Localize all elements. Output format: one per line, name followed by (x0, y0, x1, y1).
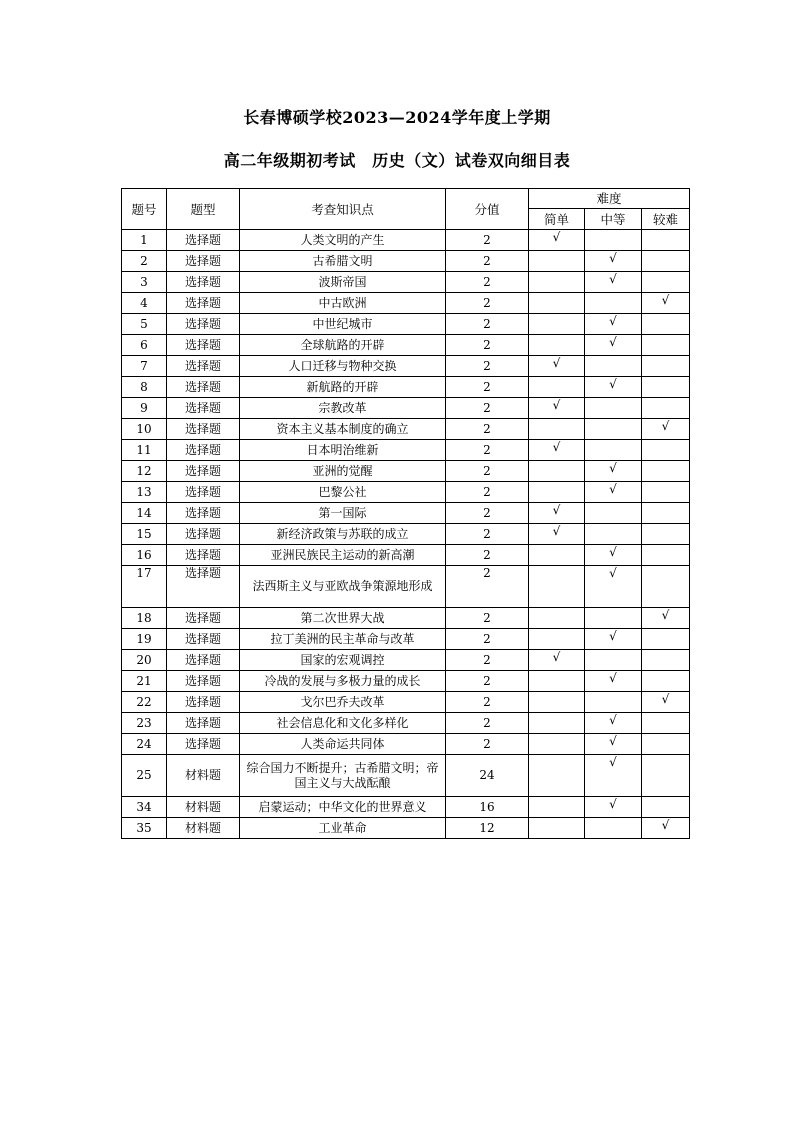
difficulty-easy-mark (529, 692, 585, 713)
header-easy: 简单 (529, 209, 585, 230)
knowledge-point: 人口迁移与物种交换 (240, 356, 446, 377)
question-number: 7 (122, 356, 167, 377)
difficulty-medium-mark (585, 440, 642, 461)
question-number: 9 (122, 398, 167, 419)
knowledge-point: 人类命运共同体 (240, 734, 446, 755)
difficulty-hard-mark (642, 335, 690, 356)
header-knowledge: 考查知识点 (240, 189, 446, 230)
question-number: 4 (122, 293, 167, 314)
difficulty-hard-mark (642, 629, 690, 650)
difficulty-medium-mark (585, 398, 642, 419)
question-number: 35 (122, 818, 167, 839)
difficulty-easy-mark (529, 734, 585, 755)
difficulty-easy-mark (529, 713, 585, 734)
table-row (122, 692, 690, 713)
question-number: 19 (122, 629, 167, 650)
difficulty-medium-mark: √ (585, 545, 642, 566)
question-type: 选择题 (167, 713, 240, 734)
knowledge-point: 亚洲民族民主运动的新高潮 (240, 545, 446, 566)
table-row (122, 503, 690, 524)
knowledge-point: 第一国际 (240, 503, 446, 524)
table-row (122, 566, 690, 608)
difficulty-easy-mark (529, 272, 585, 293)
difficulty-hard-mark (642, 566, 690, 608)
score-value: 2 (446, 398, 529, 419)
difficulty-hard-mark (642, 251, 690, 272)
question-type: 选择题 (167, 335, 240, 356)
question-type: 选择题 (167, 650, 240, 671)
question-number: 24 (122, 734, 167, 755)
knowledge-point: 古希腊文明 (240, 251, 446, 272)
difficulty-hard-mark (642, 272, 690, 293)
score-value: 2 (446, 734, 529, 755)
question-type: 选择题 (167, 608, 240, 629)
header-medium: 中等 (585, 209, 642, 230)
difficulty-medium-mark (585, 503, 642, 524)
difficulty-hard-mark (642, 734, 690, 755)
difficulty-easy-mark (529, 314, 585, 335)
knowledge-point: 启蒙运动；中华文化的世界意义 (240, 797, 446, 818)
difficulty-medium-mark (585, 608, 642, 629)
score-value: 2 (446, 440, 529, 461)
table-row (122, 335, 690, 356)
question-number: 16 (122, 545, 167, 566)
question-type: 选择题 (167, 692, 240, 713)
question-number: 11 (122, 440, 167, 461)
knowledge-point: 日本明治维新 (240, 440, 446, 461)
difficulty-medium-mark: √ (585, 797, 642, 818)
table-row (122, 734, 690, 755)
difficulty-easy-mark: √ (529, 524, 585, 545)
question-type: 选择题 (167, 566, 240, 608)
question-number: 17 (122, 566, 167, 608)
table-row (122, 251, 690, 272)
knowledge-point: 综合国力不断提升；古希腊文明；帝国主义与大战酝酿 (240, 755, 446, 797)
specification-table (121, 188, 690, 839)
difficulty-easy-mark (529, 608, 585, 629)
difficulty-medium-mark: √ (585, 335, 642, 356)
question-number: 34 (122, 797, 167, 818)
question-number: 2 (122, 251, 167, 272)
difficulty-easy-mark (529, 629, 585, 650)
difficulty-easy-mark (529, 482, 585, 503)
knowledge-point: 中古欧洲 (240, 293, 446, 314)
score-value: 2 (446, 650, 529, 671)
difficulty-easy-mark: √ (529, 398, 585, 419)
question-type: 选择题 (167, 629, 240, 650)
score-value: 12 (446, 818, 529, 839)
question-number: 6 (122, 335, 167, 356)
difficulty-medium-mark (585, 818, 642, 839)
difficulty-hard-mark (642, 713, 690, 734)
question-type: 选择题 (167, 356, 240, 377)
knowledge-point: 全球航路的开辟 (240, 335, 446, 356)
question-number: 23 (122, 713, 167, 734)
difficulty-medium-mark: √ (585, 713, 642, 734)
header-hard: 较难 (642, 209, 690, 230)
knowledge-point: 国家的宏观调控 (240, 650, 446, 671)
score-value: 2 (446, 377, 529, 398)
difficulty-hard-mark: √ (642, 818, 690, 839)
table-row (122, 713, 690, 734)
score-value: 2 (446, 629, 529, 650)
difficulty-medium-mark (585, 230, 642, 251)
header-type: 题型 (167, 189, 240, 230)
difficulty-hard-mark (642, 797, 690, 818)
question-type: 选择题 (167, 314, 240, 335)
difficulty-easy-mark: √ (529, 650, 585, 671)
knowledge-point: 社会信息化和文化多样化 (240, 713, 446, 734)
difficulty-hard-mark (642, 755, 690, 797)
score-value: 2 (446, 608, 529, 629)
table-row (122, 671, 690, 692)
question-type: 选择题 (167, 293, 240, 314)
difficulty-hard-mark (642, 524, 690, 545)
table-row (122, 524, 690, 545)
difficulty-medium-mark: √ (585, 251, 642, 272)
difficulty-medium-mark: √ (585, 734, 642, 755)
table-row (122, 797, 690, 818)
difficulty-hard-mark (642, 545, 690, 566)
difficulty-easy-mark (529, 566, 585, 608)
question-number: 21 (122, 671, 167, 692)
score-value: 2 (446, 230, 529, 251)
table-row (122, 755, 690, 797)
difficulty-easy-mark (529, 545, 585, 566)
score-value: 2 (446, 461, 529, 482)
difficulty-hard-mark: √ (642, 293, 690, 314)
question-type: 选择题 (167, 734, 240, 755)
question-type: 选择题 (167, 251, 240, 272)
question-type: 选择题 (167, 503, 240, 524)
document-subtitle: 高二年级期初考试 历史（文）试卷双向细目表 (223, 151, 571, 170)
question-number: 18 (122, 608, 167, 629)
difficulty-medium-mark: √ (585, 482, 642, 503)
question-number: 10 (122, 419, 167, 440)
difficulty-easy-mark: √ (529, 440, 585, 461)
score-value: 2 (446, 293, 529, 314)
table-row (122, 440, 690, 461)
score-value: 2 (446, 314, 529, 335)
difficulty-hard-mark: √ (642, 608, 690, 629)
knowledge-point: 宗教改革 (240, 398, 446, 419)
question-number: 3 (122, 272, 167, 293)
knowledge-point: 波斯帝国 (240, 272, 446, 293)
question-number: 12 (122, 461, 167, 482)
difficulty-medium-mark (585, 419, 642, 440)
question-type: 材料题 (167, 797, 240, 818)
difficulty-hard-mark (642, 650, 690, 671)
header-score: 分值 (446, 189, 529, 230)
question-type: 选择题 (167, 272, 240, 293)
table-row (122, 461, 690, 482)
knowledge-point: 第二次世界大战 (240, 608, 446, 629)
difficulty-medium-mark: √ (585, 671, 642, 692)
difficulty-hard-mark (642, 503, 690, 524)
question-number: 13 (122, 482, 167, 503)
question-type: 选择题 (167, 398, 240, 419)
score-value: 2 (446, 482, 529, 503)
question-number: 14 (122, 503, 167, 524)
score-value: 2 (446, 356, 529, 377)
score-value: 2 (446, 524, 529, 545)
table-body (122, 230, 690, 839)
difficulty-hard-mark (642, 230, 690, 251)
knowledge-point: 中世纪城市 (240, 314, 446, 335)
knowledge-point: 资本主义基本制度的确立 (240, 419, 446, 440)
table-row (122, 629, 690, 650)
question-number: 8 (122, 377, 167, 398)
table-row (122, 356, 690, 377)
knowledge-point: 新经济政策与苏联的成立 (240, 524, 446, 545)
difficulty-easy-mark (529, 797, 585, 818)
table-row (122, 314, 690, 335)
table-row (122, 818, 690, 839)
question-number: 20 (122, 650, 167, 671)
difficulty-hard-mark (642, 377, 690, 398)
difficulty-easy-mark (529, 419, 585, 440)
question-number: 22 (122, 692, 167, 713)
knowledge-point: 戈尔巴乔夫改革 (240, 692, 446, 713)
difficulty-easy-mark (529, 377, 585, 398)
score-value: 2 (446, 713, 529, 734)
header-difficulty: 难度 (529, 189, 690, 209)
question-type: 选择题 (167, 545, 240, 566)
knowledge-point: 工业革命 (240, 818, 446, 839)
difficulty-easy-mark (529, 671, 585, 692)
score-value: 2 (446, 419, 529, 440)
difficulty-medium-mark (585, 692, 642, 713)
table-row (122, 377, 690, 398)
document-title: 长春博硕学校2023—2024学年度上学期 (243, 108, 551, 127)
difficulty-medium-mark: √ (585, 272, 642, 293)
difficulty-hard-mark (642, 671, 690, 692)
difficulty-hard-mark: √ (642, 419, 690, 440)
difficulty-hard-mark (642, 440, 690, 461)
knowledge-point: 冷战的发展与多极力量的成长 (240, 671, 446, 692)
question-number: 1 (122, 230, 167, 251)
difficulty-medium-mark: √ (585, 755, 642, 797)
difficulty-hard-mark (642, 314, 690, 335)
table-row (122, 293, 690, 314)
question-type: 选择题 (167, 230, 240, 251)
question-type: 选择题 (167, 671, 240, 692)
difficulty-easy-mark (529, 461, 585, 482)
difficulty-easy-mark: √ (529, 503, 585, 524)
difficulty-easy-mark: √ (529, 230, 585, 251)
question-type: 选择题 (167, 524, 240, 545)
difficulty-hard-mark (642, 356, 690, 377)
question-type: 选择题 (167, 377, 240, 398)
score-value: 24 (446, 755, 529, 797)
difficulty-medium-mark (585, 356, 642, 377)
table-row (122, 482, 690, 503)
question-type: 选择题 (167, 461, 240, 482)
question-type: 选择题 (167, 482, 240, 503)
question-type: 选择题 (167, 440, 240, 461)
difficulty-easy-mark (529, 335, 585, 356)
knowledge-point: 巴黎公社 (240, 482, 446, 503)
difficulty-easy-mark (529, 251, 585, 272)
table-row (122, 608, 690, 629)
score-value: 16 (446, 797, 529, 818)
knowledge-point: 拉丁美洲的民主革命与改革 (240, 629, 446, 650)
question-number: 25 (122, 755, 167, 797)
knowledge-point: 新航路的开辟 (240, 377, 446, 398)
difficulty-easy-mark (529, 293, 585, 314)
difficulty-easy-mark (529, 755, 585, 797)
difficulty-medium-mark: √ (585, 314, 642, 335)
difficulty-medium-mark: √ (585, 377, 642, 398)
question-number: 15 (122, 524, 167, 545)
knowledge-point: 亚洲的觉醒 (240, 461, 446, 482)
score-value: 2 (446, 251, 529, 272)
difficulty-medium-mark (585, 524, 642, 545)
question-type: 选择题 (167, 419, 240, 440)
score-value: 2 (446, 503, 529, 524)
knowledge-point: 人类文明的产生 (240, 230, 446, 251)
difficulty-easy-mark (529, 818, 585, 839)
score-value: 2 (446, 272, 529, 293)
difficulty-medium-mark: √ (585, 629, 642, 650)
difficulty-medium-mark: √ (585, 566, 642, 608)
question-type: 材料题 (167, 755, 240, 797)
question-type: 材料题 (167, 818, 240, 839)
difficulty-medium-mark: √ (585, 461, 642, 482)
table-row (122, 650, 690, 671)
score-value: 2 (446, 692, 529, 713)
table-row (122, 272, 690, 293)
score-value: 2 (446, 566, 529, 608)
difficulty-hard-mark (642, 482, 690, 503)
score-value: 2 (446, 671, 529, 692)
question-number: 5 (122, 314, 167, 335)
difficulty-hard-mark (642, 461, 690, 482)
difficulty-easy-mark: √ (529, 356, 585, 377)
score-value: 2 (446, 545, 529, 566)
difficulty-hard-mark: √ (642, 692, 690, 713)
knowledge-point: 法西斯主义与亚欧战争策源地形成 (240, 566, 446, 608)
difficulty-medium-mark (585, 650, 642, 671)
table-row (122, 419, 690, 440)
difficulty-medium-mark (585, 293, 642, 314)
table-row (122, 230, 690, 251)
score-value: 2 (446, 335, 529, 356)
header-number: 题号 (122, 189, 167, 230)
table-row (122, 398, 690, 419)
table-row (122, 545, 690, 566)
difficulty-hard-mark (642, 398, 690, 419)
